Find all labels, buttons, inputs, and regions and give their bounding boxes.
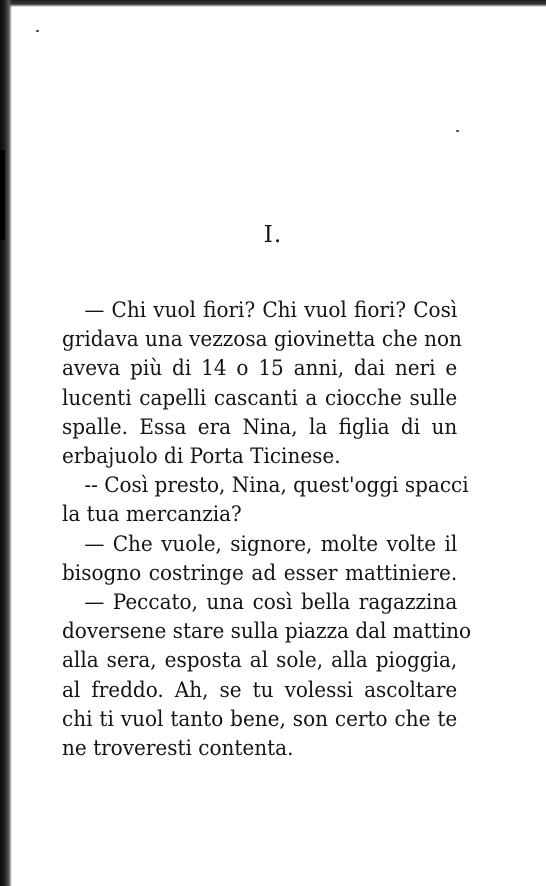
text-line: ne troveresti contenta. <box>62 736 294 762</box>
text-line: chi ti vuol tanto bene, son certo che te <box>62 706 458 732</box>
text-line: alla sera, esposta al sole, alla pioggia, <box>62 648 458 674</box>
text-line: aveva più di 14 o 15 anni, dai neri e <box>62 356 458 382</box>
text-line: bisogno costringe ad esser mattiniere. <box>62 560 458 586</box>
text-line: — Che vuole, signore, molte volte il <box>84 531 458 557</box>
text-line: -- Così presto, Nina, quest'oggi spacci <box>84 473 469 499</box>
text-line: spalle. Essa era Nina, la figlia di un <box>62 414 458 440</box>
text-line: — Chi vuol fiori? Chi vuol fiori? Così <box>84 298 458 323</box>
text-line: la tua mercanzia? <box>62 502 242 528</box>
text-line: erbajuolo di Porta Ticinese. <box>62 444 341 470</box>
scan-top-edge <box>0 0 546 7</box>
text-line: doversene stare sulla piazza dal mattino <box>62 619 472 645</box>
text-line: al freddo. Ah, se tu volessi ascoltare <box>62 677 458 703</box>
scan-left-edge <box>0 0 12 886</box>
body-text <box>62 296 472 763</box>
text-line: gridava una vezzosa giovinetta che non <box>62 327 462 353</box>
chapter-heading: I. <box>263 222 283 248</box>
scan-speck <box>456 130 459 132</box>
scan-speck <box>36 30 39 32</box>
text-line: — Peccato, una così bella ragazzina <box>84 590 458 616</box>
text-line: lucenti capelli cascanti a ciocche sulle <box>62 385 458 411</box>
